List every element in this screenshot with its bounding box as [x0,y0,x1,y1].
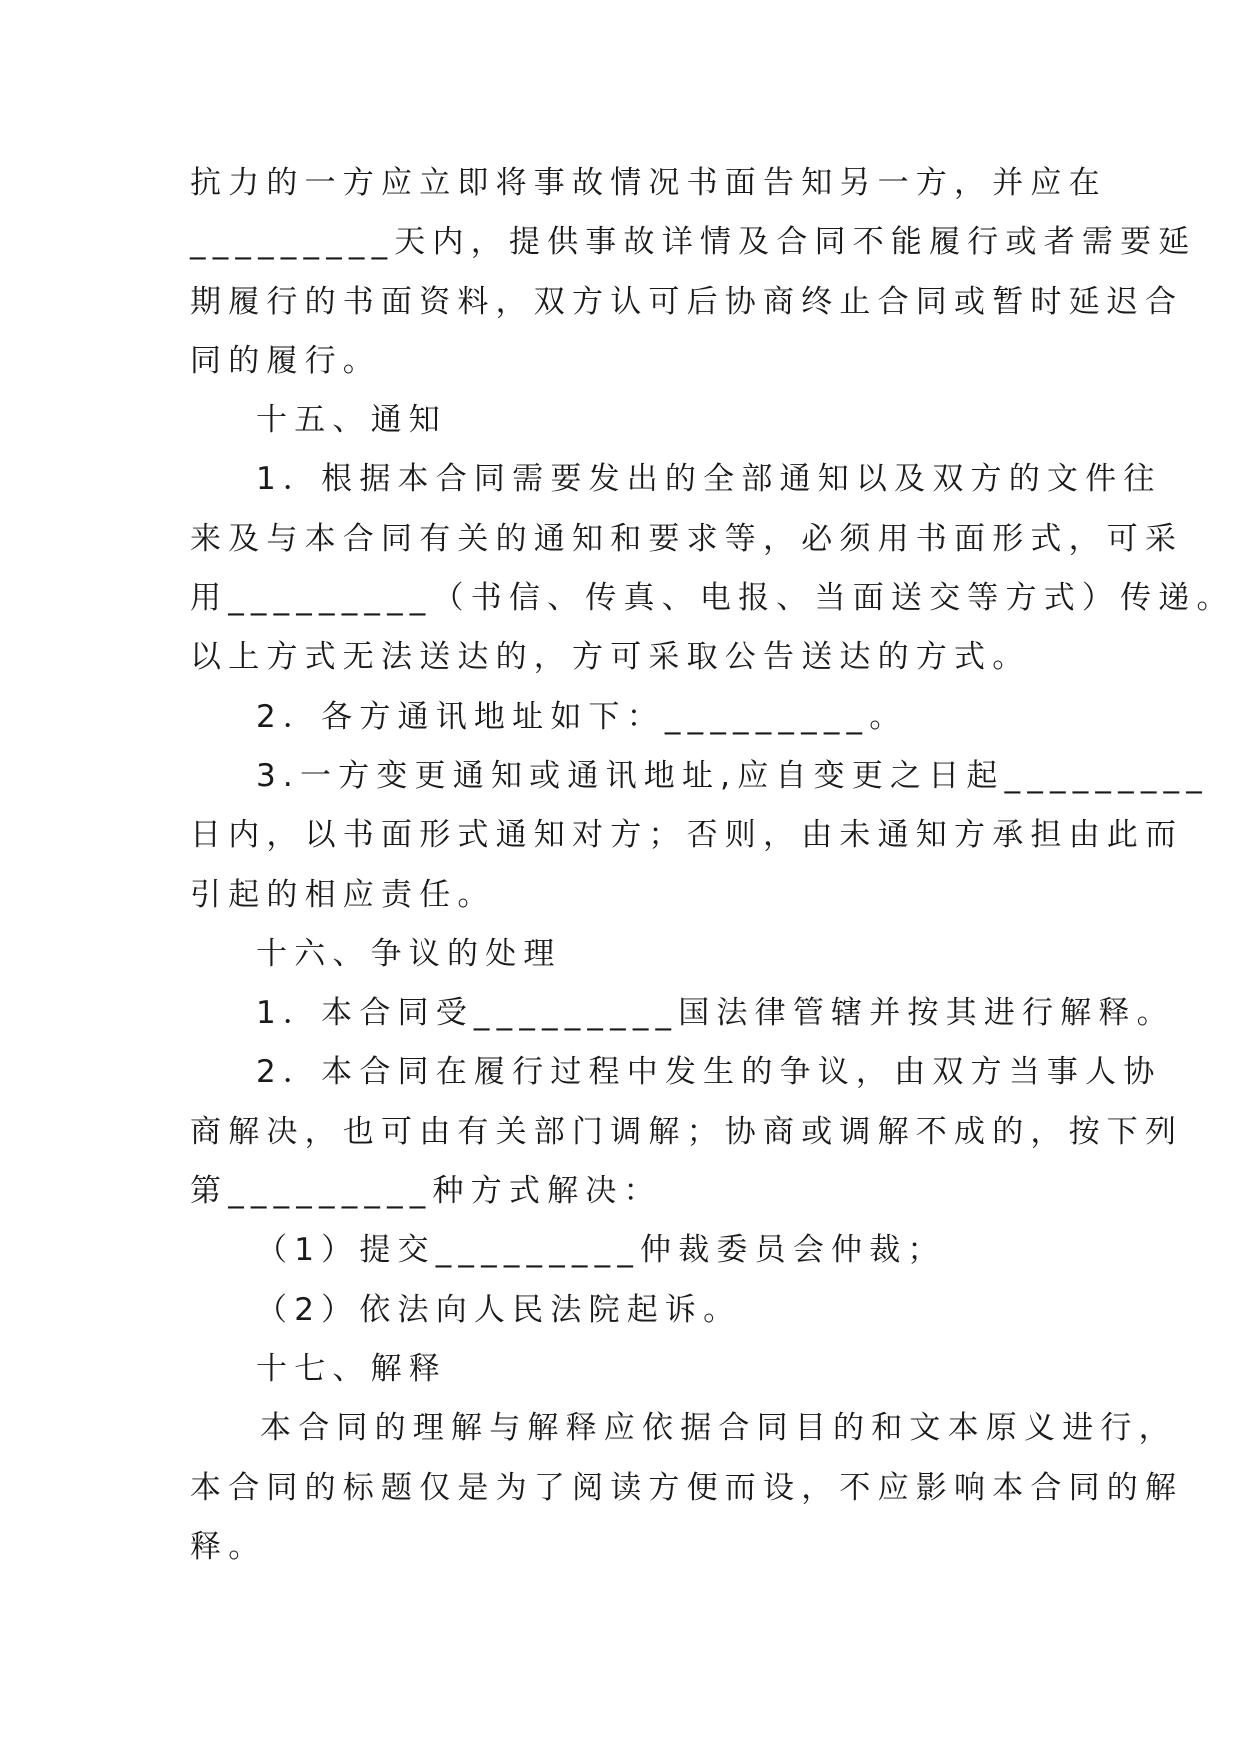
paragraph-line: 1．本合同受_________国法律管辖并按其进行解释。 [256,995,1175,1032]
paragraph-line: 来及与本合同有关的通知和要求等，必须用书面形式，可采 [190,520,1184,557]
paragraph-line: 2．各方通讯地址如下：_________。 [256,698,908,735]
paragraph-line: 1．根据本合同需要发出的全部通知以及双方的文件往 [256,461,1162,498]
document-body [190,154,1235,1577]
paragraph-line: 同的履行。 [190,342,381,379]
paragraph-line: 本合同的理解与解释应依据合同目的和文本原义进行， [260,1410,1177,1447]
paragraph-line: _________天内，提供事故详情及合同不能履行或者需要延 [190,224,1197,261]
paragraph-line: 期履行的书面资料，双方认可后协商终止合同或暂时延迟合 [190,283,1184,320]
paragraph-line: 商解决，也可由有关部门调解；协商或调解不成的，按下列 [190,1113,1184,1150]
list-item: （2）依法向人民法院起诉。 [256,1291,742,1328]
paragraph-line: 抗力的一方应立即将事故情况书面告知另一方，并应在 [190,165,1107,201]
section-heading: 十六、争议的处理 [256,935,562,972]
paragraph-line: 释。 [190,1528,267,1565]
paragraph-line: 引起的相应责任。 [190,876,496,913]
paragraph-line: 2．本合同在履行过程中发生的争议，由双方当事人协 [256,1054,1162,1091]
paragraph-line: 用_________（书信、传真、电报、当面送交等方式）传递。 [190,580,1235,617]
paragraph-line: 本合同的标题仅是为了阅读方便而设，不应影响本合同的解 [190,1469,1184,1506]
paragraph-line: 以上方式无法送达的，方可采取公告送达的方式。 [190,639,1031,676]
paragraph-line: 3.一方变更通知或通讯地址,应自变更之日起_________ [256,757,1209,794]
section-heading: 十五、通知 [256,402,447,439]
section-heading: 十七、解释 [256,1350,447,1387]
paragraph-line: 第_________种方式解决： [190,1173,662,1210]
paragraph-line: 日内，以书面形式通知对方；否则，由未通知方承担由此而 [190,817,1184,854]
list-item: （1）提交_________仲裁委员会仲裁； [256,1232,946,1269]
